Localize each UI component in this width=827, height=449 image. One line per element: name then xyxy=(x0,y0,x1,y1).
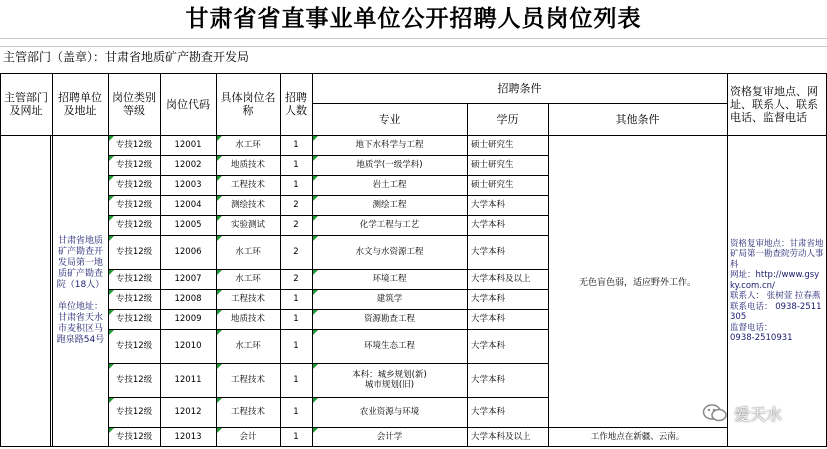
row-major: 环境生态工程 xyxy=(363,341,415,351)
row-name: 水工环 xyxy=(235,140,261,150)
row-code: 12007 xyxy=(174,274,202,284)
row-category: 专技12级 xyxy=(115,314,153,324)
unit-info: 甘肃省地质矿产勘查开发局第一地质矿产勘查院（18人） 单位地址：甘肃省天水市麦积区马跑泉路54号 xyxy=(56,236,105,345)
row-education: 硕士研究生 xyxy=(471,180,514,190)
row-count: 1 xyxy=(293,294,299,304)
wechat-icon xyxy=(702,403,728,423)
row-major: 水文与水资源工程 xyxy=(355,247,424,257)
row-name: 工程技术 xyxy=(230,375,265,385)
row-count: 1 xyxy=(293,314,299,324)
row-major: 环境工程 xyxy=(372,274,407,284)
row-education: 大学本科及以上 xyxy=(471,432,531,442)
row-category: 专技12级 xyxy=(115,220,153,230)
header-code: 岗位代码 xyxy=(166,97,210,111)
row-major: 岩土工程 xyxy=(372,180,407,190)
row-name: 水工环 xyxy=(235,274,261,284)
header-conditions: 招聘条件 xyxy=(497,81,542,95)
row-category: 专技12级 xyxy=(115,432,153,442)
row-category: 专技12级 xyxy=(115,140,153,150)
row-code: 12012 xyxy=(174,407,202,417)
row-education: 大学本科及以上 xyxy=(471,274,531,284)
row-education: 大学本科 xyxy=(471,247,506,257)
row-category: 专技12级 xyxy=(115,375,153,385)
row-count: 1 xyxy=(293,160,299,170)
row-code: 12004 xyxy=(174,200,202,210)
row-code: 12013 xyxy=(174,432,202,442)
header-unit-addr: 招聘单位及地址 xyxy=(58,91,102,117)
row-count: 2 xyxy=(293,220,299,230)
row-count: 1 xyxy=(293,375,299,385)
row-name: 测绘技术 xyxy=(230,200,265,210)
row-education: 大学本科 xyxy=(471,294,506,304)
row-major: 农业资源与环境 xyxy=(359,407,420,417)
row-code: 12005 xyxy=(174,220,202,230)
row-category: 专技12级 xyxy=(115,247,153,257)
row-name: 地质技术 xyxy=(230,314,265,324)
row-major: 测绘工程 xyxy=(372,200,407,210)
row-major: 建筑学 xyxy=(376,294,403,304)
row-education: 大学本科 xyxy=(471,314,506,324)
watermark xyxy=(702,399,782,427)
header-name: 具体岗位名称 xyxy=(220,91,276,117)
row-category: 专技12级 xyxy=(115,341,153,351)
row-name: 实验测试 xyxy=(230,220,265,230)
row-category: 专技12级 xyxy=(115,407,153,417)
row-education: 硕士研究生 xyxy=(471,160,514,170)
row-name: 水工环 xyxy=(235,341,261,351)
row-education: 硕士研究生 xyxy=(471,140,514,150)
page-title: 甘肃省省直事业单位公开招聘人员岗位列表 xyxy=(185,5,642,32)
row-code: 12003 xyxy=(174,180,202,190)
row-count: 2 xyxy=(293,274,299,284)
row-name: 工程技术 xyxy=(230,180,265,190)
header-count: 招聘人数 xyxy=(285,91,307,117)
row-education: 大学本科 xyxy=(471,220,506,230)
row-code: 12001 xyxy=(174,140,202,150)
row-count: 1 xyxy=(293,432,299,442)
other-conditions-common: 无色盲色弱，适应野外工作。 xyxy=(578,277,696,288)
row-major: 地质学(一级学科) xyxy=(356,160,423,170)
row-count: 1 xyxy=(293,407,299,417)
row-name: 工程技术 xyxy=(230,407,265,417)
header-education: 学历 xyxy=(496,112,519,126)
watermark-text: 爱天水 xyxy=(734,404,783,424)
header-review: 资格复审地点、网址、联系人、联系电话、监督电话 xyxy=(730,84,818,124)
row-major: 本科：城乡规划(新) 城市规划(旧) xyxy=(352,370,427,390)
row-major: 化学工程与工艺 xyxy=(359,220,420,230)
row-code: 12006 xyxy=(174,247,202,257)
department-label: 主管部门（盖章）：甘肃省地质矿产勘查开发局 xyxy=(3,50,250,64)
row-education: 大学本科 xyxy=(471,200,506,210)
header-major: 专业 xyxy=(378,112,401,126)
row-education: 大学本科 xyxy=(471,407,506,417)
row-category: 专技12级 xyxy=(115,160,153,170)
row-name: 水工环 xyxy=(235,247,261,257)
row-name: 工程技术 xyxy=(230,294,265,304)
row-count: 1 xyxy=(293,180,299,190)
row-major: 资源勘查工程 xyxy=(363,314,415,324)
row-category: 专技12级 xyxy=(115,294,153,304)
row-code: 12011 xyxy=(174,375,202,385)
row-name: 地质技术 xyxy=(230,160,265,170)
row-count: 1 xyxy=(293,341,299,351)
row-other: 工作地点在新疆、云南。 xyxy=(590,432,685,442)
header-category: 岗位类别等级 xyxy=(112,91,156,117)
row-major: 地下水科学与工程 xyxy=(355,140,424,150)
row-major: 会计学 xyxy=(376,432,403,442)
row-category: 专技12级 xyxy=(115,200,153,210)
row-education: 大学本科 xyxy=(471,375,506,385)
row-code: 12009 xyxy=(174,314,202,324)
row-category: 专技12级 xyxy=(115,180,153,190)
row-code: 12008 xyxy=(174,294,202,304)
row-code: 12010 xyxy=(174,341,202,351)
row-category: 专技12级 xyxy=(115,274,153,284)
review-info: 资格复审地点：甘肃省地矿局第一勘查院劳动人事科 网址：http://www.gsyky.com.cn/ 联系人： 张树萱 拉春燕 联系电话： 0938-2511305 监督电话： 0938-2510931 xyxy=(730,238,824,343)
row-education: 大学本科 xyxy=(471,341,506,351)
header-other: 其他条件 xyxy=(615,112,660,126)
row-count: 2 xyxy=(293,247,299,257)
row-name: 会计 xyxy=(239,432,257,442)
row-count: 1 xyxy=(293,140,299,150)
header-dept-addr: 主管部门及网址 xyxy=(4,91,48,117)
row-count: 2 xyxy=(293,200,299,210)
row-code: 12002 xyxy=(174,160,202,170)
